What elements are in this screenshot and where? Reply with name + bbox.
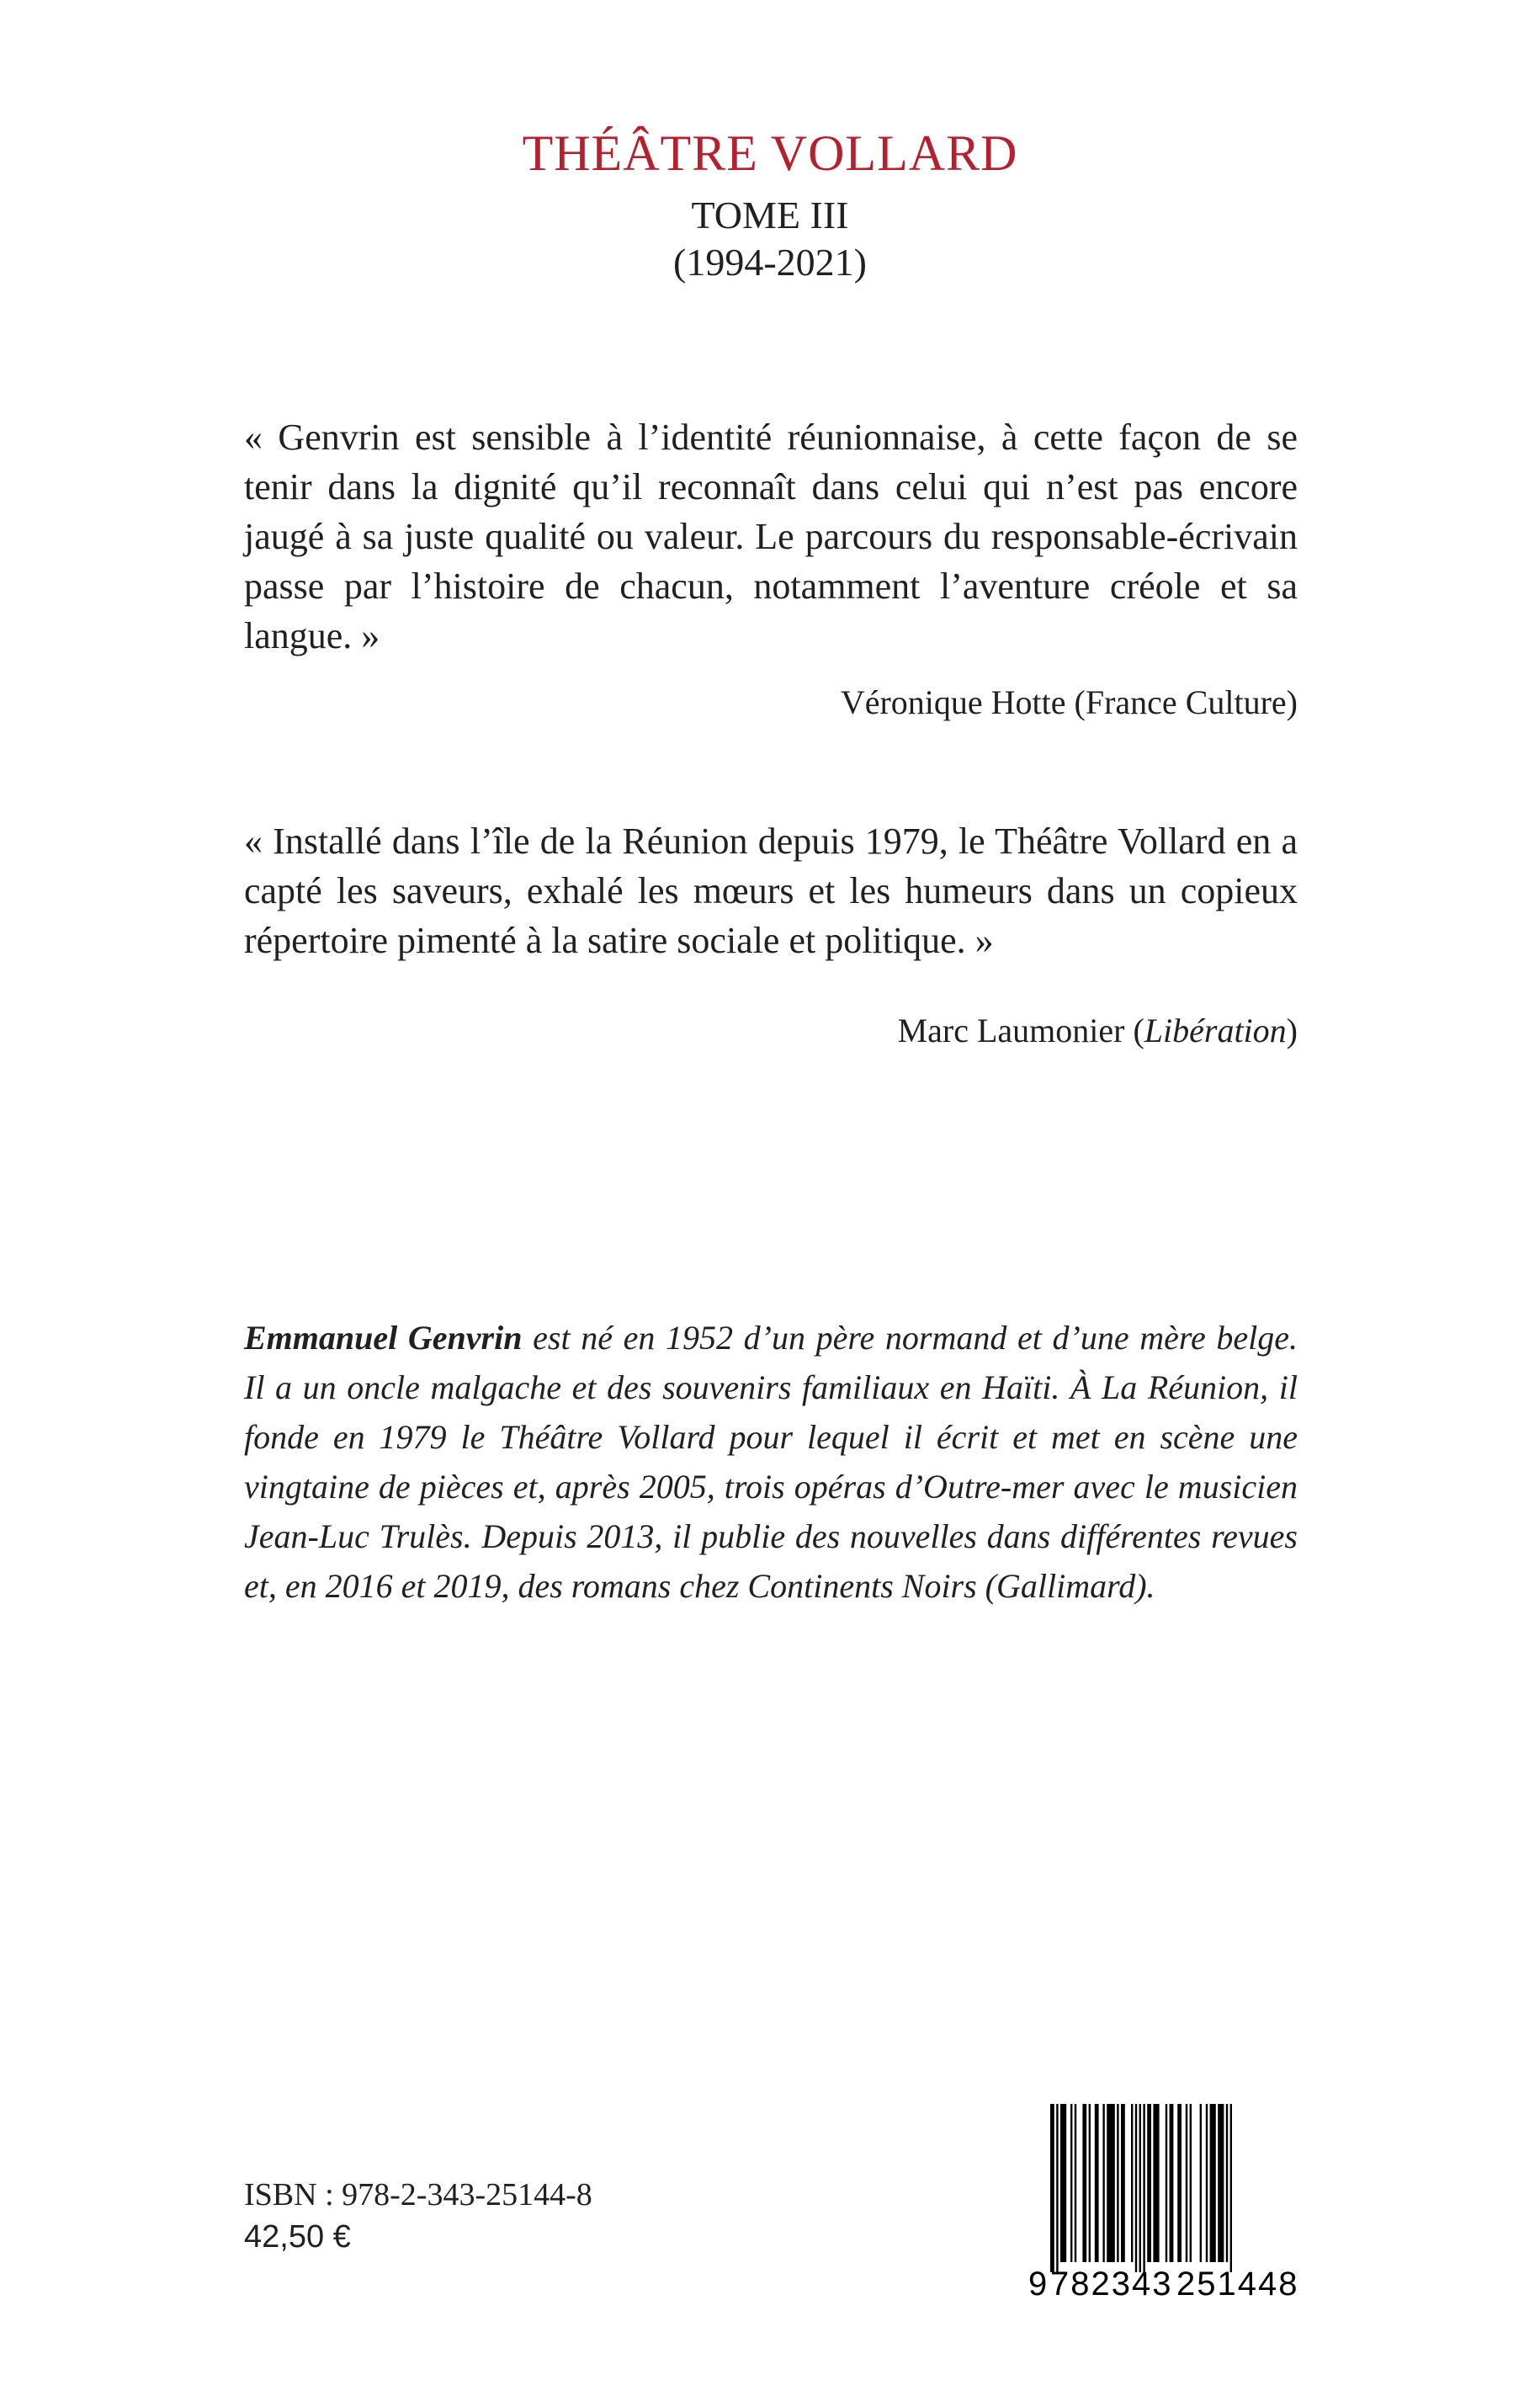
barcode-bar (1139, 2104, 1141, 2272)
barcode-bar (1070, 2104, 1072, 2262)
barcode-bar (1230, 2104, 1232, 2272)
barcode-bar (1075, 2104, 1076, 2262)
barcode-bar (1082, 2104, 1086, 2262)
year-range: (1994-2021) (673, 241, 867, 284)
attribution-name: Marc Laumonier ( (897, 1012, 1144, 1049)
barcode-bar (1056, 2104, 1058, 2272)
barcode-bar (1060, 2104, 1066, 2262)
author-name: Emmanuel Genvrin (244, 1319, 523, 1357)
price-label: 42,50 € (244, 2219, 351, 2255)
author-bio-text: est né en 1952 d’un père normand et d’une mère belge. Il a un oncle malgache et des souvenirs familiaux en Haïti. À La Réunion, il fonde en 1979 le Théâtre Vollard pour lequel il écrit et met en scène une vingtaine de pièces et, après 2005, trois opéras d’Outre-mer avec le musicien Jean-Luc Trulès. Depuis 2013, il publie des nouvelles dans différentes revues et, en 2016 et 2019, des romans chez Continents Noirs (Gallimard). (244, 1319, 1298, 1605)
barcode-digits-right: 251448 (1176, 2265, 1299, 2303)
volume-label: TOME III (691, 194, 849, 236)
barcode-bar (1200, 2104, 1202, 2262)
barcode-bar (1131, 2104, 1133, 2262)
barcode-bar (1210, 2104, 1216, 2262)
review-quote-1: « Genvrin est sensible à l’identité réunionnaise, à cette façon de se tenir dans la dignité qu’il reconnaît dans celui qui n’est pas encore jaugé à sa juste qualité ou valeur. Le parcours du responsable-écrivain passe par l’histoire de chacun, notamment l’aventure créole et sa langue. » (244, 417, 1298, 656)
barcode-bar (1121, 2104, 1125, 2262)
barcode-bar (1050, 2104, 1054, 2272)
barcode-bar (1170, 2104, 1174, 2262)
author-bio (244, 1313, 1298, 1611)
review-quote-2: « Installé dans l’île de la Réunion depuis 1979, le Théâtre Vollard en a capté les saveurs, exhalé les mœurs et les humeurs dans un copieux répertoire pimenté à la satire sociale et politique. » (244, 821, 1298, 961)
barcode-bar (1166, 2104, 1167, 2262)
barcode-bar (1206, 2104, 1208, 2262)
barcode-bar (1095, 2104, 1099, 2262)
book-title: THÉÂTRE VOLLARD (522, 125, 1018, 181)
barcode-bar (1177, 2104, 1182, 2262)
barcode-bar (1135, 2104, 1137, 2272)
barcode-bar (1107, 2104, 1115, 2262)
barcode-bar (1218, 2104, 1224, 2262)
barcode-bar (1190, 2104, 1192, 2262)
isbn-label: ISBN : 978-2-343-25144-8 (244, 2177, 592, 2212)
barcode-bar (1089, 2104, 1091, 2262)
review-attribution-2 (898, 1010, 1298, 1052)
barcode-bar (1186, 2104, 1187, 2262)
barcode-bar (1147, 2104, 1151, 2262)
attribution-source: Libération (1144, 1012, 1287, 1049)
barcode (1028, 2104, 1298, 2306)
barcode-bar (1153, 2104, 1159, 2262)
barcode-bars (1028, 2104, 1298, 2272)
barcode-bar (1143, 2104, 1144, 2272)
attribution-close: ) (1286, 1012, 1298, 1049)
barcode-digit-first: 9 (1028, 2265, 1049, 2303)
barcode-digits-left: 782343 (1050, 2265, 1173, 2303)
barcode-bar (1117, 2104, 1118, 2262)
review-attribution-1: Véronique Hotte (France Culture) (840, 683, 1298, 721)
barcode-bar (1226, 2104, 1228, 2262)
barcode-bar (1102, 2104, 1104, 2262)
